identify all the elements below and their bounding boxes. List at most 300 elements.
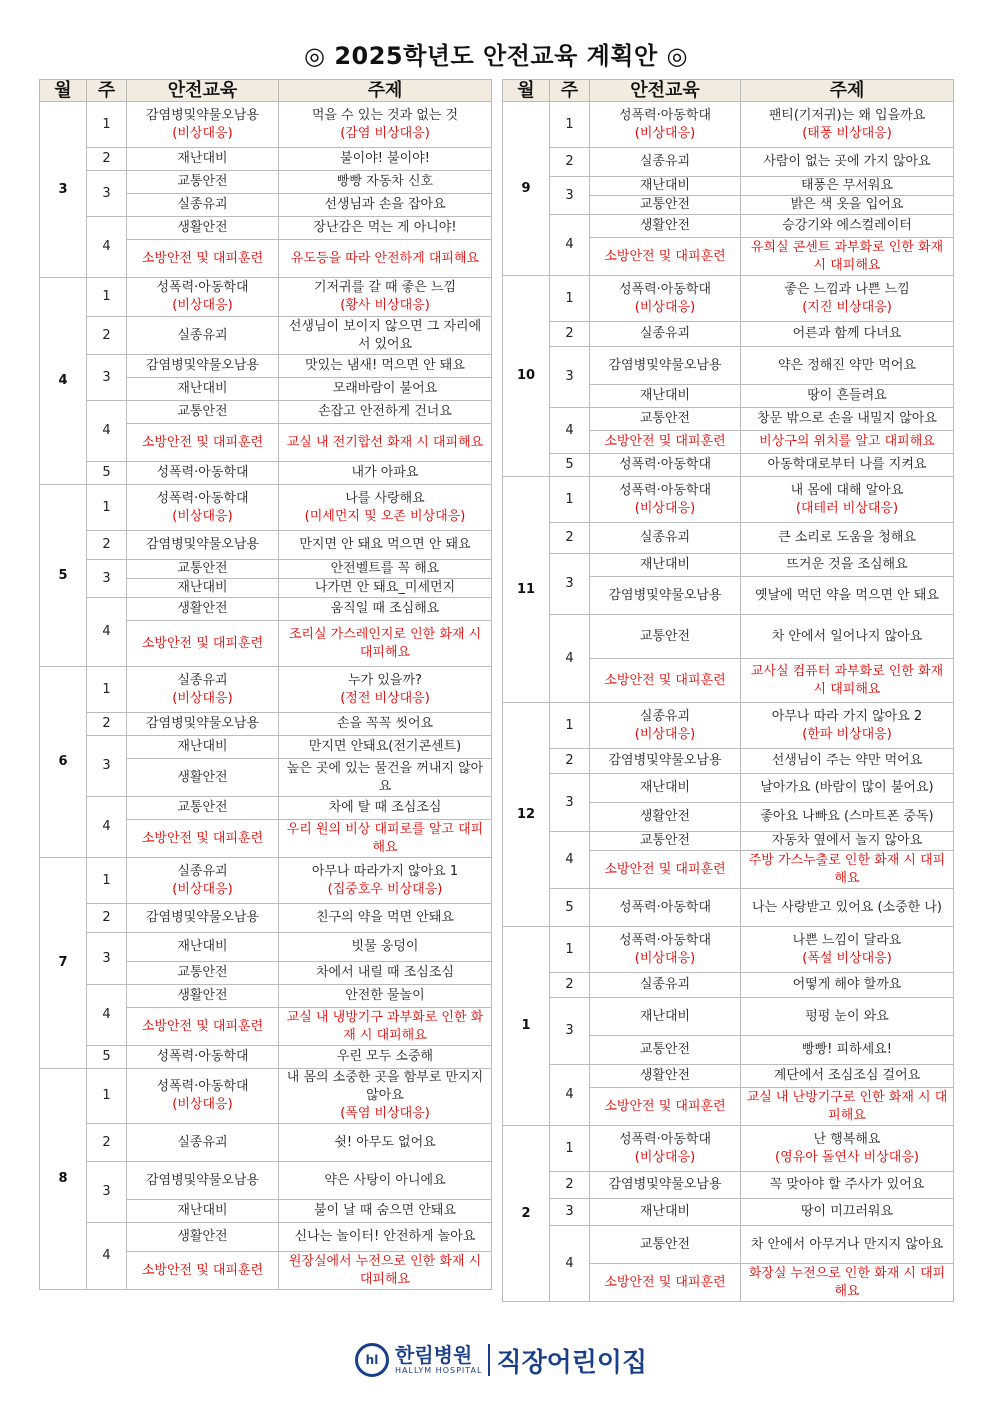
table-row — [40, 401, 492, 424]
education-line: 성폭력·아동학대 — [618, 281, 712, 297]
topic-line: 창문 밖으로 손을 내밀지 않아요 — [757, 411, 937, 426]
education-cell — [590, 832, 741, 851]
header-topic: 주제 — [279, 80, 492, 102]
table-row — [503, 1172, 954, 1199]
education-line: 성폭력·아동학대 — [618, 932, 712, 948]
topic-cell — [741, 615, 954, 659]
education-cell — [590, 803, 741, 832]
month-cell: 6 — [40, 667, 87, 858]
education-cell — [590, 177, 741, 196]
topic-line: 우린 모두 소중해 — [336, 1049, 434, 1064]
topic-line: 사람이 없는 곳에 가지 않아요 — [763, 154, 931, 169]
table-row — [503, 973, 954, 998]
table-row — [503, 215, 954, 238]
education-cell — [127, 598, 279, 621]
education-cell — [127, 962, 279, 985]
education-cell — [590, 998, 741, 1036]
education-line: 교통안전 — [639, 833, 691, 848]
header-week: 주 — [550, 80, 590, 102]
week-cell: 1 — [550, 276, 590, 322]
education-cell — [590, 477, 741, 523]
week-cell: 3 — [550, 177, 590, 215]
education-line: 생활안전 — [177, 601, 228, 616]
education-line: 성폭력·아동학대 — [156, 490, 249, 506]
education-cell — [590, 1264, 741, 1302]
week-cell: 2 — [550, 973, 590, 998]
topic-cell — [279, 462, 492, 485]
topic-line: (폭설 비상대응) — [802, 950, 892, 966]
education-line: (비상대응) — [634, 299, 696, 315]
page-title: ◎ 2025학년도 안전교육 계획안 ◎ — [304, 42, 688, 70]
education-cell — [127, 1200, 279, 1223]
week-cell: 2 — [87, 531, 127, 560]
education-line: 실종유괴 — [639, 326, 691, 341]
week-cell: 5 — [550, 889, 590, 927]
table-row — [503, 1126, 954, 1172]
topic-line: (대테러 비상대응) — [795, 500, 899, 516]
topic-cell — [279, 736, 492, 759]
week-cell: 1 — [87, 667, 127, 713]
table-row — [40, 713, 492, 736]
education-line: 실종유괴 — [639, 977, 691, 992]
week-cell: 2 — [550, 1172, 590, 1199]
topic-line: (태풍 비상대응) — [802, 125, 892, 141]
education-cell — [590, 1088, 741, 1126]
topic-line: (정전 비상대응) — [340, 690, 430, 706]
table-row — [40, 560, 492, 579]
topic-cell — [279, 424, 492, 462]
education-line: 생활안전 — [177, 988, 228, 1003]
topic-line: 내 몸의 소중한 곳을 함부로 만지지 않아요 — [286, 1070, 484, 1103]
topic-cell — [279, 820, 492, 858]
topic-line: 교실 내 난방기구로 인한 화재 시 대피해요 — [746, 1089, 948, 1123]
topic-line: 불이야! 불이야! — [340, 151, 430, 166]
topic-cell — [741, 177, 954, 196]
month-cell: 11 — [503, 477, 550, 703]
education-cell — [590, 927, 741, 973]
week-cell: 4 — [87, 1223, 127, 1290]
topic-cell — [279, 240, 492, 278]
topic-line: 친구의 약을 먹면 안돼요 — [316, 910, 454, 925]
topic-cell — [279, 401, 492, 424]
topic-line: 계단에서 조심조심 걸어요 — [773, 1068, 921, 1083]
table-row — [503, 749, 954, 774]
education-cell — [590, 1036, 741, 1065]
month-cell: 9 — [503, 102, 550, 276]
week-cell: 5 — [550, 454, 590, 477]
month-cell: 3 — [40, 102, 87, 278]
week-cell: 1 — [87, 485, 127, 531]
education-cell — [127, 317, 279, 355]
topic-cell — [741, 659, 954, 703]
hospital-name: 한림병원 — [395, 1343, 473, 1367]
education-cell — [590, 454, 741, 477]
topic-line: 땅이 미끄러워요 — [800, 1204, 894, 1219]
education-line: 소방안전 및 대피훈련 — [604, 434, 726, 449]
education-line: 감염병및약물오남용 — [145, 537, 260, 552]
topic-cell — [741, 102, 954, 148]
topic-line: 승강기와 에스컬레이터 — [782, 218, 912, 233]
topic-line: (한파 비상대응) — [802, 726, 892, 742]
topic-line: 교실 내 전기합선 화재 시 대피해요 — [286, 434, 484, 450]
month-cell: 2 — [503, 1126, 550, 1302]
topic-line: 빵빵 자동차 신호 — [336, 174, 434, 189]
topic-line: 차에 탈 때 조심조심 — [328, 800, 442, 815]
header-edu: 안전교육 — [127, 80, 279, 102]
education-line: 교통안전 — [639, 1042, 691, 1057]
topic-cell — [741, 1199, 954, 1226]
education-cell — [127, 820, 279, 858]
week-cell: 4 — [550, 1226, 590, 1302]
education-cell — [127, 1223, 279, 1252]
education-line: (비상대응) — [172, 298, 233, 313]
topic-line: 밝은 색 옷을 입어요 — [790, 197, 904, 212]
topic-cell — [279, 933, 492, 962]
topic-line: 나는 사랑받고 있어요 (소중한 나) — [752, 899, 942, 915]
topic-line: 차 안에서 일어나지 않아요 — [771, 628, 923, 644]
week-cell: 2 — [550, 523, 590, 554]
table-row — [503, 927, 954, 973]
topic-line: 좋아요 나빠요 (스마트폰 중독) — [760, 809, 934, 824]
education-cell — [590, 347, 741, 385]
month-cell: 12 — [503, 703, 550, 927]
topic-line: 꼭 맞아야 할 주사가 있어요 — [769, 1177, 925, 1192]
topic-cell — [279, 1069, 492, 1124]
week-cell: 2 — [550, 749, 590, 774]
topic-line: 먹을 수 있는 것과 없는 것 — [311, 107, 459, 123]
topic-cell — [279, 985, 492, 1008]
topic-line: 교실 내 냉방기구 과부화로 인한 화재 시 대피해요 — [286, 1009, 484, 1043]
topic-cell — [279, 904, 492, 933]
topic-line: 큰 소리로 도움을 청해요 — [778, 530, 916, 545]
month-cell: 4 — [40, 278, 87, 485]
week-cell: 5 — [87, 462, 127, 485]
education-cell — [127, 1124, 279, 1162]
topic-line: 빗물 웅덩이 — [351, 939, 419, 954]
topic-line: 주방 가스누출로 인한 화재 시 대피해요 — [748, 852, 946, 886]
education-line: 교통안전 — [639, 411, 691, 426]
education-cell — [127, 148, 279, 171]
education-cell — [127, 667, 279, 713]
topic-cell — [741, 215, 954, 238]
topic-cell — [279, 1252, 492, 1290]
topic-cell — [741, 347, 954, 385]
education-line: 교통안전 — [639, 197, 691, 212]
topic-line: 신나는 놀이터! 안전하게 놀아요 — [294, 1229, 476, 1244]
education-line: 감염병및약물오남용 — [608, 357, 722, 373]
topic-cell — [741, 774, 954, 803]
topic-line: 약은 정해진 약만 먹어요 — [778, 357, 916, 373]
education-line: 생활안전 — [639, 809, 691, 824]
education-line: (비상대응) — [172, 1097, 233, 1112]
education-cell — [590, 889, 741, 927]
week-cell: 4 — [550, 215, 590, 276]
topic-cell — [279, 1124, 492, 1162]
month-cell: 5 — [40, 485, 87, 667]
topic-cell — [741, 889, 954, 927]
education-cell — [590, 1065, 741, 1088]
topic-line: 불이 날 때 숨으면 안돼요 — [313, 1203, 457, 1218]
education-line: 생활안전 — [177, 1229, 228, 1244]
topic-line: 아무나 따라가지 않아요 1 — [311, 863, 459, 879]
week-cell: 1 — [87, 102, 127, 148]
education-cell — [127, 102, 279, 148]
table-row — [503, 523, 954, 554]
topic-line: 맛있는 냄새! 먹으면 안 돼요 — [305, 358, 465, 373]
topic-line: 만지면 안돼요(전기콘센트) — [308, 739, 462, 754]
education-line: 재난대비 — [177, 939, 228, 954]
topic-line: (지진 비상대응) — [802, 299, 892, 315]
education-line: 교통안전 — [639, 628, 691, 644]
week-cell: 1 — [550, 102, 590, 148]
education-cell — [590, 431, 741, 454]
table-row — [40, 485, 492, 531]
education-cell — [590, 385, 741, 408]
topic-cell — [279, 1046, 492, 1069]
topic-cell — [279, 1200, 492, 1223]
education-cell — [590, 577, 741, 615]
education-cell — [590, 322, 741, 347]
topic-cell — [741, 973, 954, 998]
education-cell — [590, 703, 741, 749]
education-line: (비상대응) — [634, 726, 696, 742]
education-line: 재난대비 — [177, 739, 228, 754]
education-line: 감염병및약물오남용 — [145, 716, 260, 731]
topic-cell — [279, 485, 492, 531]
topic-cell — [741, 1172, 954, 1199]
education-cell — [127, 217, 279, 240]
education-line: 교통안전 — [177, 965, 228, 980]
education-line: 성폭력·아동학대 — [156, 465, 249, 480]
topic-cell — [741, 276, 954, 322]
education-cell — [127, 240, 279, 278]
topic-cell — [279, 560, 492, 579]
week-cell: 1 — [87, 858, 127, 904]
week-cell: 4 — [87, 217, 127, 278]
table-row — [503, 102, 954, 148]
topic-line: 손을 꼭꼭 씻어요 — [336, 716, 434, 731]
table-row — [503, 177, 954, 196]
education-cell — [127, 1162, 279, 1200]
week-cell: 3 — [87, 171, 127, 217]
topic-cell — [279, 171, 492, 194]
education-line: 소방안전 및 대피훈련 — [604, 248, 726, 264]
table-row — [40, 148, 492, 171]
week-cell: 3 — [87, 1162, 127, 1223]
education-line: 재난대비 — [639, 1008, 691, 1024]
table-row — [40, 531, 492, 560]
education-cell — [127, 579, 279, 598]
topic-cell — [279, 102, 492, 148]
education-line: 재난대비 — [639, 388, 691, 403]
week-cell: 1 — [87, 1069, 127, 1124]
topic-line: (집중호우 비상대응) — [327, 881, 443, 897]
topic-line: 약은 사탕이 아니에요 — [324, 1172, 446, 1188]
table-row — [503, 703, 954, 749]
education-cell — [590, 774, 741, 803]
education-cell — [127, 736, 279, 759]
topic-cell — [741, 1088, 954, 1126]
topic-cell — [741, 408, 954, 431]
topic-line: 펑펑 눈이 와요 — [805, 1008, 889, 1024]
topic-cell — [279, 355, 492, 378]
topic-cell — [279, 378, 492, 401]
topic-line: 내 몸에 대해 알아요 — [790, 482, 904, 498]
education-line: 생활안전 — [177, 220, 228, 235]
table-row — [40, 217, 492, 240]
week-cell: 2 — [87, 1124, 127, 1162]
education-line: 성폭력·아동학대 — [618, 457, 712, 472]
education-line: 성폭력·아동학대 — [618, 899, 712, 915]
week-cell: 1 — [550, 927, 590, 973]
education-line: (비상대응) — [634, 950, 696, 966]
education-line: 소방안전 및 대피훈련 — [604, 1274, 726, 1290]
education-line: 소방안전 및 대피훈련 — [141, 434, 264, 450]
education-cell — [127, 1069, 279, 1124]
topic-line: (황사 비상대응) — [340, 298, 430, 313]
education-line: 재난대비 — [639, 1204, 691, 1219]
week-cell: 3 — [87, 736, 127, 797]
table-row — [40, 1223, 492, 1252]
table-row — [503, 1199, 954, 1226]
topic-cell — [741, 385, 954, 408]
topic-cell — [279, 759, 492, 797]
education-line: 재난대비 — [177, 1203, 228, 1218]
week-cell: 3 — [87, 933, 127, 985]
education-line: 재난대비 — [639, 780, 691, 795]
topic-line: 난 행복해요 — [813, 1131, 881, 1147]
education-line: 실종유괴 — [639, 708, 691, 724]
education-line: 소방안전 및 대피훈련 — [141, 830, 264, 846]
education-cell — [590, 554, 741, 577]
education-cell — [590, 1199, 741, 1226]
education-cell — [590, 215, 741, 238]
education-line: 감염병및약물오남용 — [145, 358, 260, 373]
topic-line: 교사실 컴퓨터 과부화로 인한 화재 시 대피해요 — [750, 663, 944, 697]
table-row — [40, 858, 492, 904]
topic-cell — [279, 797, 492, 820]
topic-line: (영유아 돌연사 비상대응) — [775, 1149, 919, 1165]
education-cell — [590, 196, 741, 215]
education-cell — [590, 238, 741, 276]
topic-cell — [741, 1226, 954, 1264]
topic-cell — [279, 713, 492, 736]
table-row — [40, 1124, 492, 1162]
topic-line: 안전한 물놀이 — [345, 988, 425, 1003]
education-line: (비상대응) — [634, 125, 696, 141]
education-line: 실종유괴 — [177, 327, 228, 343]
education-cell — [127, 485, 279, 531]
education-cell — [590, 148, 741, 177]
topic-cell — [279, 1008, 492, 1046]
topic-line: 좋은 느낌과 나쁜 느낌 — [784, 281, 910, 297]
table-row — [503, 454, 954, 477]
table-row — [40, 462, 492, 485]
education-cell — [127, 933, 279, 962]
education-cell — [590, 1226, 741, 1264]
education-line: 소방안전 및 대피훈련 — [604, 1098, 726, 1114]
education-cell — [127, 1008, 279, 1046]
education-line: 생활안전 — [177, 769, 228, 785]
topic-cell — [279, 1162, 492, 1200]
table-row — [40, 667, 492, 713]
topic-line: 날아가요 (바람이 많이 불어요) — [760, 780, 934, 795]
topic-cell — [741, 803, 954, 832]
topic-cell — [741, 998, 954, 1036]
topic-line: 높은 곳에 있는 물건을 꺼내지 않아요 — [286, 760, 484, 794]
education-line: 실종유괴 — [177, 863, 228, 879]
topic-cell — [741, 477, 954, 523]
education-line: 교통안전 — [177, 174, 228, 189]
education-cell — [590, 276, 741, 322]
week-cell: 4 — [87, 985, 127, 1046]
topic-cell — [741, 577, 954, 615]
topic-line: 원장실에서 누전으로 인한 화재 시 대피해요 — [288, 1253, 482, 1287]
education-line: (비상대응) — [634, 1149, 696, 1165]
week-cell: 3 — [550, 998, 590, 1065]
topic-cell — [279, 317, 492, 355]
education-line: 교통안전 — [177, 561, 228, 576]
education-line: 감염병및약물오남용 — [145, 107, 260, 123]
topic-line: 나를 사랑해요 — [345, 490, 425, 506]
topic-cell — [279, 579, 492, 598]
table-row — [503, 408, 954, 431]
education-line: 교통안전 — [177, 800, 228, 815]
table-row — [40, 102, 492, 148]
table-row — [503, 554, 954, 577]
topic-cell — [279, 598, 492, 621]
table-row — [40, 736, 492, 759]
education-line: 감염병및약물오남용 — [608, 1177, 722, 1192]
topic-cell — [279, 667, 492, 713]
education-line: (비상대응) — [172, 881, 233, 897]
week-cell: 2 — [550, 148, 590, 177]
topic-line: 우리 원의 비상 대피로를 알고 대피해요 — [286, 821, 484, 855]
education-line: 실종유괴 — [639, 530, 691, 545]
education-line: 감염병및약물오남용 — [145, 1172, 260, 1188]
education-cell — [127, 355, 279, 378]
month-cell: 7 — [40, 858, 87, 1069]
education-cell — [127, 560, 279, 579]
footer-logo — [355, 1339, 647, 1381]
topic-cell — [741, 431, 954, 454]
topic-line: 빵빵! 피하세요! — [802, 1042, 892, 1057]
education-cell — [590, 615, 741, 659]
week-cell: 4 — [550, 408, 590, 454]
topic-line: 안전벨트를 꼭 해요 — [330, 561, 440, 576]
topic-cell — [741, 554, 954, 577]
table-row — [40, 1046, 492, 1069]
week-cell: 2 — [87, 317, 127, 355]
table-row — [503, 1226, 954, 1264]
education-cell — [127, 424, 279, 462]
education-line: 생활안전 — [639, 1068, 691, 1083]
topic-line: 기저귀를 갈 때 좋은 느낌 — [313, 280, 457, 295]
table-row — [40, 933, 492, 962]
education-line: 소방안전 및 대피훈련 — [604, 861, 726, 877]
education-line: 성폭력·아동학대 — [156, 1049, 249, 1064]
education-cell — [127, 858, 279, 904]
header-edu: 안전교육 — [590, 80, 741, 102]
education-cell — [590, 523, 741, 554]
month-cell: 10 — [503, 276, 550, 477]
education-line: 실종유괴 — [177, 672, 228, 688]
topic-cell — [741, 523, 954, 554]
table-row — [40, 278, 492, 317]
table-row — [503, 832, 954, 851]
topic-cell — [741, 703, 954, 749]
table-row — [503, 615, 954, 659]
